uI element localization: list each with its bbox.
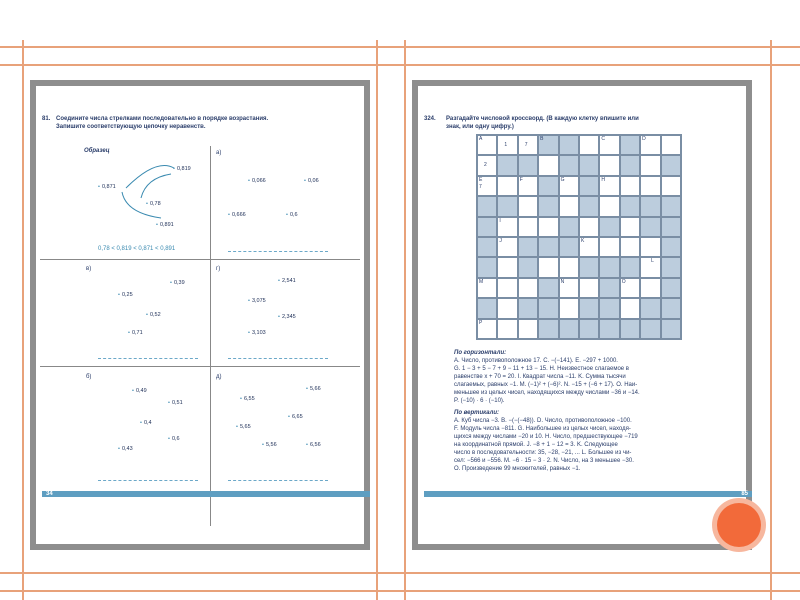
cell[interactable] (640, 237, 660, 257)
cell[interactable] (579, 135, 599, 155)
cell[interactable] (559, 135, 579, 155)
sample-number-4: • 0,891 (156, 222, 174, 228)
cell[interactable] (518, 298, 538, 318)
cell[interactable] (579, 257, 599, 277)
cell[interactable] (579, 217, 599, 237)
cell-label: E (479, 176, 483, 183)
cell[interactable] (538, 176, 558, 196)
part-d-number-5: • 5,56 (262, 442, 277, 448)
cell-label: L (651, 258, 654, 265)
right-page (418, 86, 746, 544)
part-g-number-1: • 2,541 (278, 278, 296, 284)
part-d-number-1: • 5,66 (306, 386, 321, 392)
cell[interactable] (477, 135, 497, 155)
cell[interactable] (538, 298, 558, 318)
part-v-number-1: • 0,39 (170, 280, 185, 286)
cell[interactable] (599, 237, 619, 257)
cell[interactable] (620, 278, 640, 298)
cell[interactable] (579, 196, 599, 216)
cell[interactable] (497, 196, 517, 216)
cell[interactable] (559, 278, 579, 298)
cell-label: B (540, 136, 544, 142)
cell-label: H (601, 176, 605, 183)
cell[interactable] (640, 257, 660, 277)
cell[interactable] (661, 319, 681, 339)
part-b-answer-line (98, 480, 198, 481)
part-d-number-2: • 6,55 (240, 396, 255, 402)
crossword-instruction-2: знак, или одну цифру.) (446, 124, 514, 130)
divider-h-1 (40, 259, 360, 260)
part-g-number-4: • 3,103 (248, 330, 266, 336)
cell[interactable] (599, 135, 619, 155)
cell[interactable] (620, 135, 640, 155)
horizontal-title: По горизонтали: (454, 350, 507, 356)
frame-line-mid-1 (376, 40, 378, 600)
cell[interactable] (559, 319, 579, 339)
cell[interactable] (599, 155, 619, 175)
sample-number-2: • 0,871 (98, 184, 116, 190)
cell-label: F (519, 176, 523, 183)
cell[interactable] (559, 257, 579, 277)
cell[interactable] (518, 278, 538, 298)
sample-answer: 0,78 < 0,819 < 0,871 < 0,891 (98, 246, 176, 252)
cell[interactable] (538, 196, 558, 216)
frame-line-bottom (0, 572, 800, 574)
part-g-number-2: • 3,075 (248, 298, 266, 304)
part-b-number-2: • 0,51 (168, 400, 183, 406)
cell[interactable] (620, 155, 640, 175)
cell[interactable] (559, 217, 579, 237)
cell[interactable] (599, 319, 619, 339)
cell[interactable] (518, 257, 538, 277)
part-g-answer-line (228, 358, 328, 359)
cell[interactable] (497, 176, 517, 196)
page-number-right: 85 (424, 491, 752, 497)
cell-label: A (479, 136, 483, 142)
frame-line-right (770, 40, 772, 600)
cell[interactable] (640, 135, 660, 155)
crossword-exercise-number: 324. (424, 116, 436, 122)
cell-label: I (499, 217, 501, 224)
exercise-instruction-1: Соедините числа стрелками последовательно в порядке возрастания. (56, 116, 269, 122)
frame-line-bottom-2 (0, 590, 800, 592)
cell[interactable] (538, 278, 558, 298)
cell[interactable] (579, 319, 599, 339)
cell[interactable] (497, 217, 517, 237)
cell[interactable] (661, 237, 681, 257)
part-v-answer-line (98, 358, 198, 359)
cell[interactable] (640, 278, 660, 298)
sample-number-3: • 0,78 (146, 201, 161, 207)
cell-label: C (601, 136, 605, 142)
vertical-clue-7: O. Произведение 99 множителей, равных −1. (454, 466, 581, 472)
part-g-number-3: • 2,345 (278, 314, 296, 320)
cell[interactable] (497, 319, 517, 339)
part-a-label: а) (216, 150, 222, 156)
cell-label: 2 (484, 162, 487, 169)
cell[interactable] (497, 298, 517, 318)
cell-label: O (621, 278, 626, 285)
cell[interactable] (518, 155, 538, 175)
part-d-number-3: • 6,65 (288, 414, 303, 420)
cell[interactable] (477, 237, 497, 257)
cell[interactable] (477, 196, 497, 216)
cell[interactable] (518, 237, 538, 257)
cell[interactable] (538, 217, 558, 237)
vertical-clue-4: на координатной прямой. J. −8 + 1 − 12 = 3. K. Следующее (454, 442, 618, 448)
cell[interactable] (661, 135, 681, 155)
part-d-label: д) (216, 374, 222, 380)
cell[interactable] (497, 278, 517, 298)
vertical-clue-2: F. Модуль числа −811. G. Наибольшее из целых чисел, находя- (454, 426, 631, 432)
cell[interactable] (579, 176, 599, 196)
cell-label: J (499, 237, 502, 244)
part-b-number-4: • 0,6 (168, 436, 180, 442)
cell[interactable] (477, 176, 497, 196)
cell-label: M (479, 278, 484, 285)
cell[interactable] (599, 257, 619, 277)
right-page-border (412, 80, 752, 550)
part-a-number-3: • 0,666 (228, 212, 246, 218)
cell-label: P (479, 319, 483, 326)
cell[interactable] (477, 319, 497, 339)
cell[interactable] (477, 278, 497, 298)
cell[interactable] (620, 217, 640, 237)
crossword-grid (476, 134, 682, 340)
cell[interactable] (599, 278, 619, 298)
cell[interactable] (559, 176, 579, 196)
frame-line-top-2 (0, 64, 800, 66)
cell-label: G (560, 176, 565, 183)
cell[interactable] (579, 298, 599, 318)
cell[interactable] (579, 237, 599, 257)
cell-label: 1 (504, 142, 508, 148)
part-b-number-1: • 0,49 (132, 388, 147, 394)
cell[interactable] (518, 196, 538, 216)
part-v-number-2: • 0,25 (118, 292, 133, 298)
divider-vertical (210, 146, 211, 526)
exercise-number: 81. (42, 116, 51, 122)
cell[interactable] (599, 298, 619, 318)
cell[interactable] (497, 135, 517, 155)
cell[interactable] (579, 155, 599, 175)
cell[interactable] (620, 257, 640, 277)
page-number-left: 34 (42, 491, 370, 497)
cell[interactable] (661, 257, 681, 277)
frame-line-left (22, 40, 24, 600)
cell[interactable] (477, 257, 497, 277)
cell[interactable] (538, 135, 558, 155)
cell[interactable] (538, 257, 558, 277)
cell[interactable] (559, 237, 579, 257)
cell[interactable] (477, 298, 497, 318)
cell[interactable] (620, 237, 640, 257)
cell[interactable] (661, 196, 681, 216)
cell[interactable] (661, 217, 681, 237)
part-b-number-3: • 0,4 (140, 420, 152, 426)
vertical-clue-5: число в последовательности: 35, −28, −21, ... L. Большее из чи- (454, 450, 632, 456)
cell[interactable] (661, 278, 681, 298)
cell[interactable] (518, 217, 538, 237)
cell[interactable] (640, 319, 660, 339)
frame-line-mid-2 (404, 40, 406, 600)
cell[interactable] (661, 155, 681, 175)
cell[interactable] (518, 176, 538, 196)
part-a-answer-line (228, 251, 328, 252)
horizontal-clue-4: слагаемых, равных −1. M. (−1)² + (−6)². N. −15 + (−6 + 17). O. Наи- (454, 382, 638, 388)
cell-label: D (642, 136, 646, 142)
cell[interactable] (661, 298, 681, 318)
cell[interactable] (640, 155, 660, 175)
part-v-label: в) (86, 266, 92, 272)
cell[interactable] (599, 196, 619, 216)
cell[interactable] (620, 298, 640, 318)
cell[interactable] (497, 155, 517, 175)
horizontal-clue-3: равенстве x + 70 = 20. I. Квадрат числа −11. K. Сумма тысячи (454, 374, 626, 380)
part-a-number-4: • 0,6 (286, 212, 298, 218)
cell[interactable] (518, 135, 538, 155)
vertical-clue-3: щихся между числами −20 и 10. H. Число, предшествующее −719 (454, 434, 638, 440)
cell[interactable] (620, 176, 640, 196)
cell[interactable] (640, 176, 660, 196)
cell[interactable] (559, 196, 579, 216)
cell[interactable] (538, 319, 558, 339)
part-v-number-4: • 0,71 (128, 330, 143, 336)
cell[interactable] (518, 319, 538, 339)
cell[interactable] (477, 217, 497, 237)
cell-label: 7 (524, 142, 528, 148)
cell[interactable] (640, 298, 660, 318)
left-page-border (30, 80, 370, 550)
part-v-number-3: • 0,52 (146, 312, 161, 318)
cell[interactable] (640, 217, 660, 237)
cell[interactable] (640, 196, 660, 216)
part-b-label: б) (86, 374, 92, 380)
part-a-number-1: • 0,066 (248, 178, 266, 184)
cell[interactable] (599, 217, 619, 237)
horizontal-clue-1: A. Число, противоположное 17. C. −(−141). E. −297 + 1000. (454, 358, 618, 364)
part-b-number-5: • 0,43 (118, 446, 133, 452)
cell-label: N (560, 278, 565, 285)
frame-line-top-1 (0, 46, 800, 48)
horizontal-clue-6: P. (−10) · 6 · (−10). (454, 398, 505, 404)
vertical-title: По вертикали: (454, 410, 500, 416)
cell[interactable] (559, 155, 579, 175)
vertical-clue-6: сел: −566 и −556. M. −6 · 15 − 3 · 2. N. Число, на 3 меньшее −30. (454, 458, 634, 464)
cell[interactable] (559, 298, 579, 318)
part-d-answer-line (228, 480, 328, 481)
cell[interactable] (497, 237, 517, 257)
part-d-number-4: • 5,65 (236, 424, 251, 430)
divider-h-2 (40, 366, 360, 367)
sample-number-1: • 0,819 (173, 166, 191, 172)
crossword-instruction-1: Разгадайте числовой кроссворд. (В каждую клетку впишите или (446, 116, 639, 122)
sample-label: Образец (84, 148, 110, 154)
cell[interactable] (620, 319, 640, 339)
cell[interactable] (599, 176, 619, 196)
horizontal-clue-2: G. 1 − 3 + 5 − 7 + 9 − 11 + 13 − 15. H. Неизвестное слагаемое в (454, 366, 629, 372)
cell[interactable] (477, 155, 497, 175)
decorative-circle (717, 503, 761, 547)
cell[interactable] (497, 257, 517, 277)
horizontal-clue-5: меньшее из целых чисел, находящихся между числами −36 и −14. (454, 390, 640, 396)
part-d-number-6: • 6,56 (306, 442, 321, 448)
vertical-clue-1: A. Куб числа −3. B. −(−(−48)). D. Число, противоположное −100. (454, 418, 632, 424)
exercise-instruction-2: Запишите соответствующую цепочку неравенств. (56, 124, 206, 130)
cell-label: 7 (479, 183, 482, 190)
left-page (36, 86, 364, 544)
part-g-label: г) (216, 266, 221, 272)
part-a-number-2: • 0,06 (304, 178, 319, 184)
cell[interactable] (538, 237, 558, 257)
cell-label: K (580, 237, 585, 244)
cell[interactable] (579, 278, 599, 298)
cell[interactable] (538, 155, 558, 175)
cell[interactable] (620, 196, 640, 216)
cell[interactable] (661, 176, 681, 196)
